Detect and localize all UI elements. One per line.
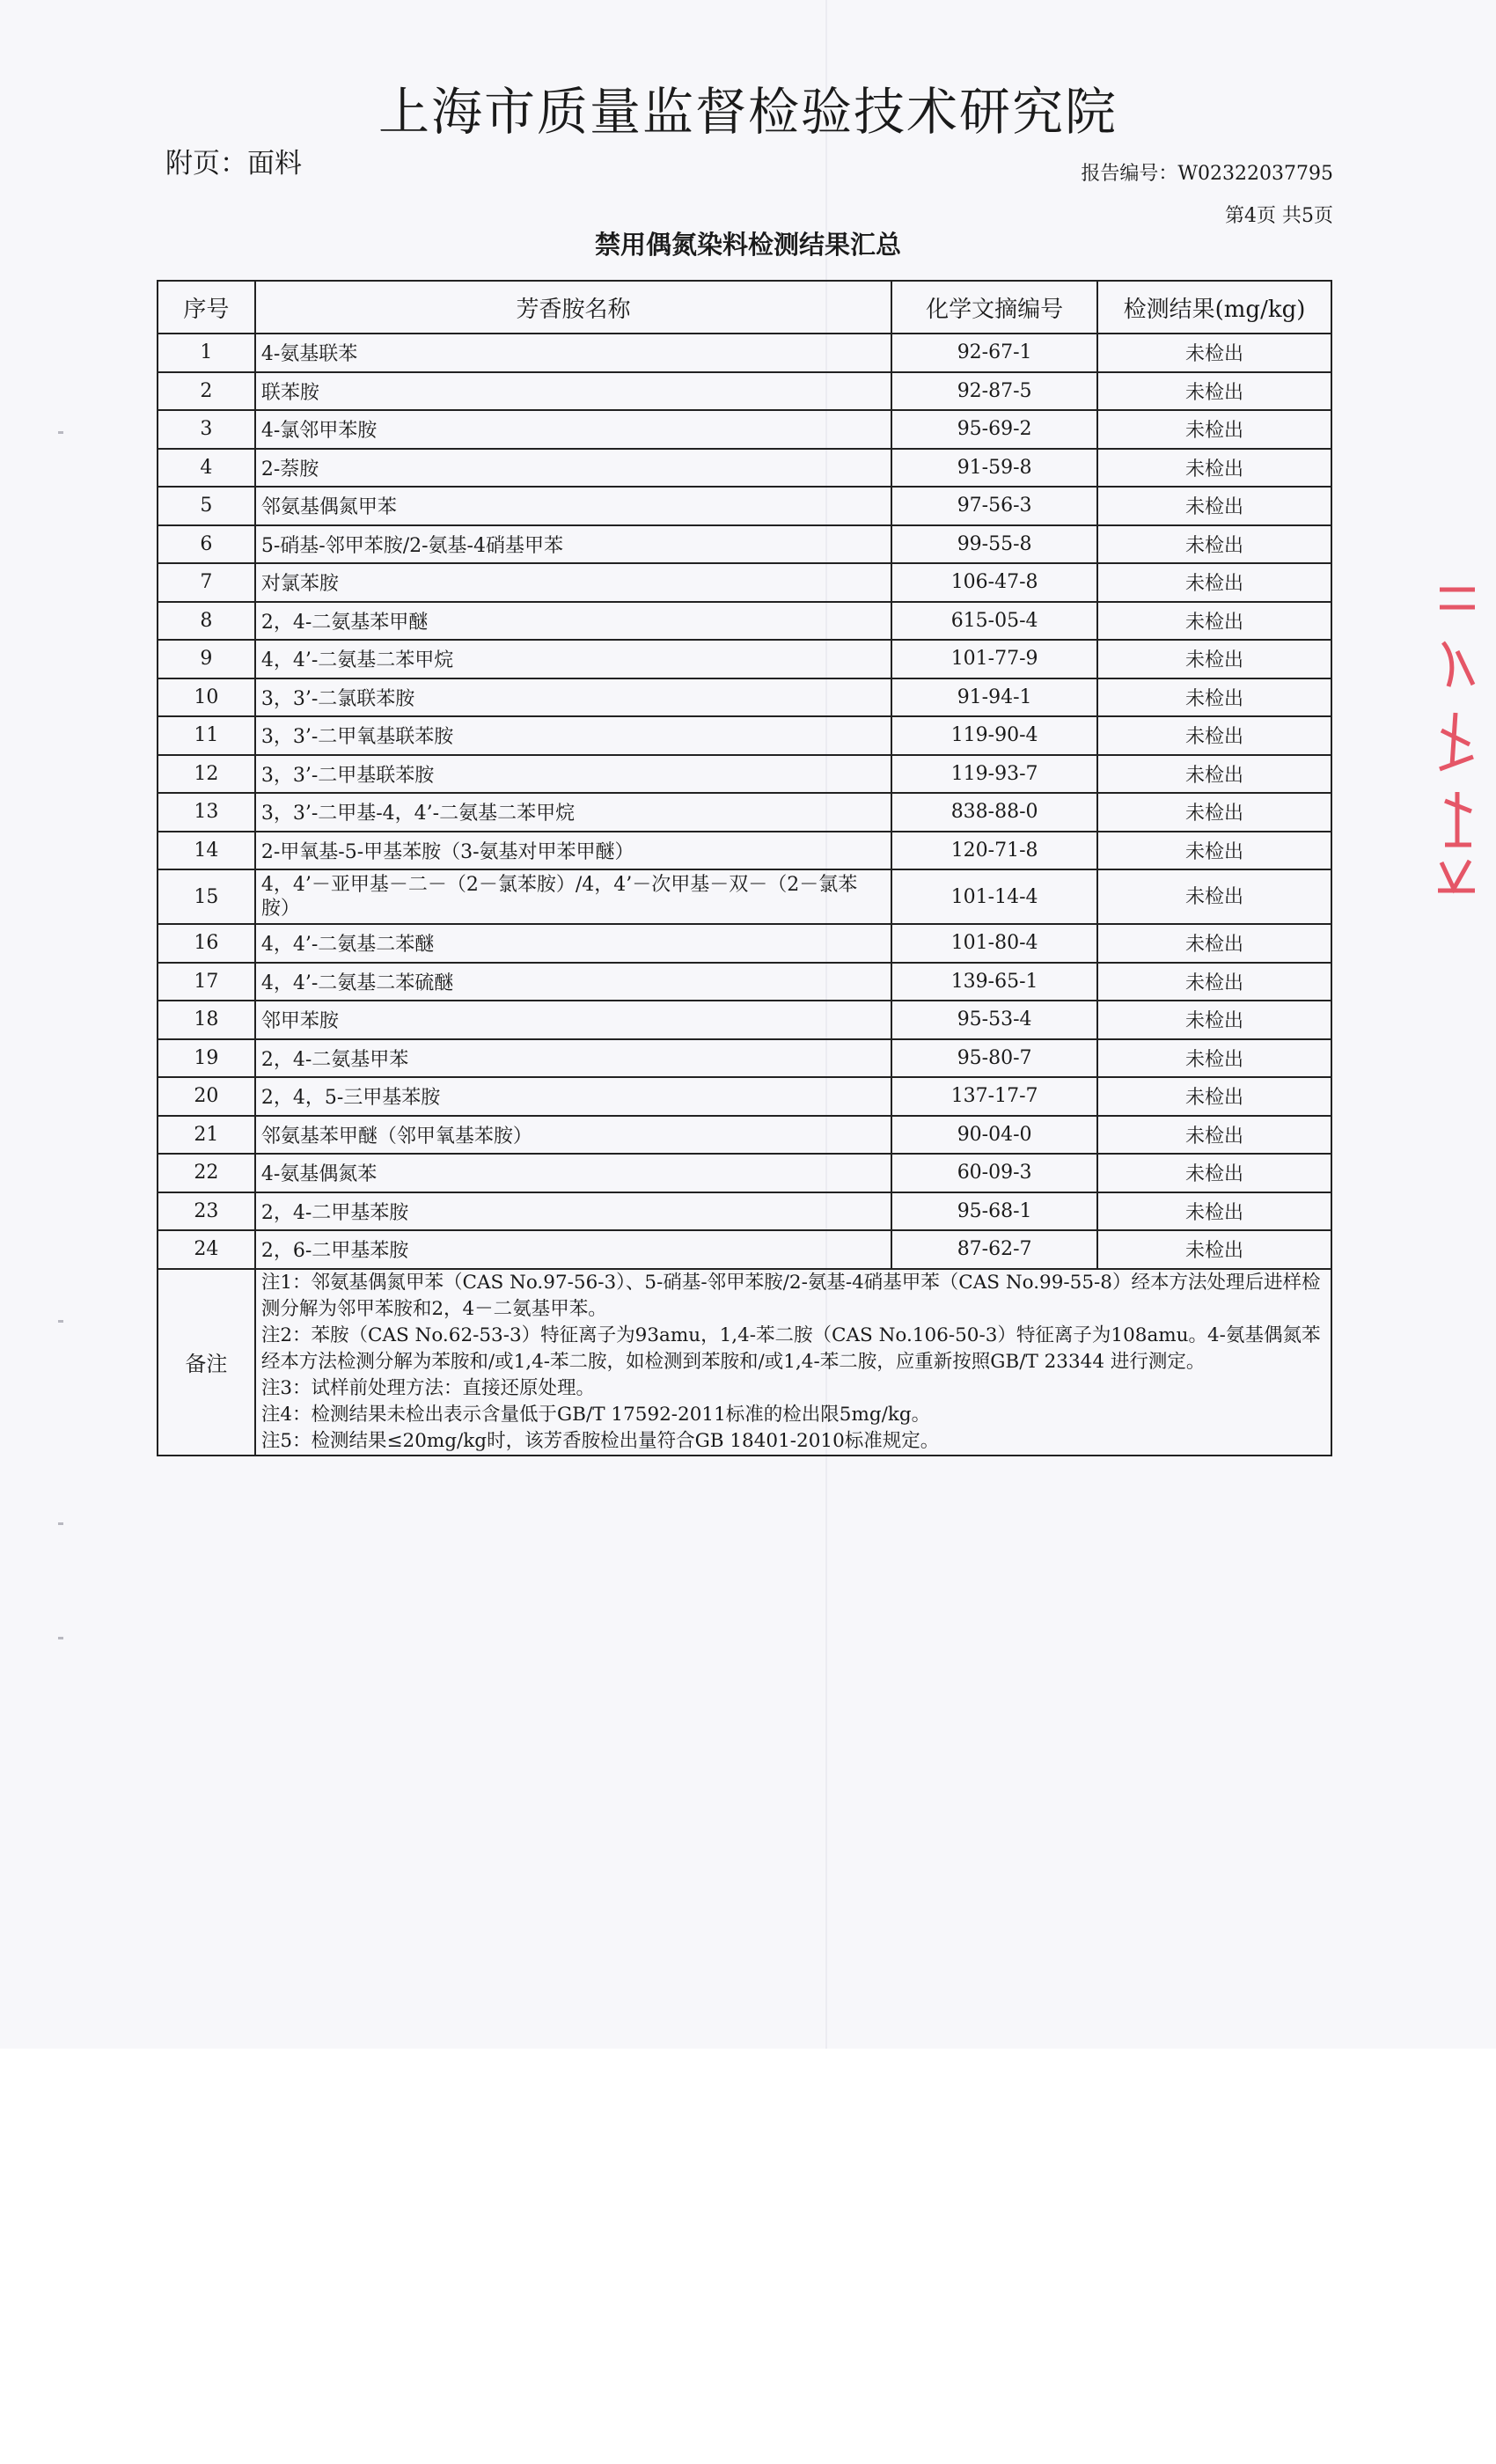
table-row [158,372,1331,411]
row-result: 未检出 [1097,640,1331,678]
notes-label: 备注 [158,1269,255,1456]
table-row [158,869,1331,924]
row-no: 15 [158,869,255,924]
row-name: 2，4-二氨基甲苯 [255,1039,891,1078]
row-cas: 97-56-3 [891,487,1097,525]
institute-title: 上海市质量监督检验技术研究院 [378,82,1118,142]
table-row [158,334,1331,372]
row-no: 6 [158,525,255,564]
row-no: 1 [158,334,255,372]
row-cas: 92-67-1 [891,334,1097,372]
table-row [158,1154,1331,1192]
table-row [158,1077,1331,1116]
note-4: 注4：检测结果未检出表示含量低于GB/T 17592-2011标准的检出限5mg/kg。 [260,1403,931,1426]
row-no: 4 [158,449,255,488]
notes-row [158,1269,1331,1456]
row-no: 13 [158,793,255,832]
row-no: 8 [158,602,255,641]
note-2: 注2：苯胺（CAS No.62-53-3）特征离子为93amu，1,4-苯二胺（CAS No.106-50-3）特征离子为108amu。4-氨基偶氮苯经本方法检测分解为苯胺和/或1,4-苯二胺，如检测到苯胺和/或1,4-苯二胺，应重新按照GB/T 23344 进行测定。 [260,1324,1321,1373]
row-cas: 87-62-7 [891,1230,1097,1269]
row-result: 未检出 [1097,1039,1331,1078]
row-result: 未检出 [1097,525,1331,564]
row-result: 未检出 [1097,1116,1331,1155]
table-row [158,793,1331,832]
row-no: 22 [158,1154,255,1192]
row-cas: 91-59-8 [891,449,1097,488]
header-result: 检测结果(mg/kg) [1097,281,1331,334]
row-name: 3，3’-二甲基联苯胺 [255,755,891,794]
row-no: 12 [158,755,255,794]
table-row [158,755,1331,794]
header-amine-name: 芳香胺名称 [255,281,891,334]
row-cas: 101-77-9 [891,640,1097,678]
row-result: 未检出 [1097,602,1331,641]
row-cas: 101-14-4 [891,869,1097,924]
row-result: 未检出 [1097,449,1331,488]
row-cas: 120-71-8 [891,832,1097,870]
table-body [158,334,1331,1456]
row-name: 2-萘胺 [255,449,891,488]
table-row [158,924,1331,963]
row-result: 未检出 [1097,869,1331,924]
row-name: 4-氯邻甲苯胺 [255,410,891,449]
row-result: 未检出 [1097,678,1331,717]
row-result: 未检出 [1097,793,1331,832]
row-result: 未检出 [1097,924,1331,963]
table-header-row [158,281,1331,334]
row-result: 未检出 [1097,755,1331,794]
row-name: 邻氨基偶氮甲苯 [255,487,891,525]
row-no: 9 [158,640,255,678]
row-name: 3，3’-二甲基-4，4’-二氨基二苯甲烷 [255,793,891,832]
appendix-label: 附页：面料 [165,148,302,180]
row-name: 2，4-二甲基苯胺 [255,1192,891,1231]
row-no: 23 [158,1192,255,1231]
table-row [158,678,1331,717]
row-name: 4-氨基联苯 [255,334,891,372]
report-number: 报告编号：W02322037795 [1081,163,1333,185]
binder-hole-mark [58,1522,63,1525]
row-result: 未检出 [1097,1077,1331,1116]
table-row [158,1039,1331,1078]
table-row [158,963,1331,1001]
row-result: 未检出 [1097,563,1331,602]
row-name: 4-氨基偶氮苯 [255,1154,891,1192]
table-row [158,832,1331,870]
binder-hole-mark [58,431,63,434]
table-row [158,525,1331,564]
row-name: 对氯苯胺 [255,563,891,602]
row-name: 2，4，5-三甲基苯胺 [255,1077,891,1116]
row-name: 邻氨基苯甲醚（邻甲氧基苯胺） [255,1116,891,1155]
row-name: 4，4’-二氨基二苯醚 [255,924,891,963]
table-row [158,716,1331,755]
binder-hole-mark [58,1320,63,1323]
row-no: 10 [158,678,255,717]
row-no: 3 [158,410,255,449]
row-no: 17 [158,963,255,1001]
header-no: 序号 [158,281,255,334]
table-row [158,1230,1331,1269]
row-cas: 95-53-4 [891,1001,1097,1039]
row-result: 未检出 [1097,963,1331,1001]
row-name: 4，4’-二氨基二苯甲烷 [255,640,891,678]
header-cas: 化学文摘编号 [891,281,1097,334]
row-result: 未检出 [1097,1001,1331,1039]
row-cas: 101-80-4 [891,924,1097,963]
table-row [158,1001,1331,1039]
notes-cell [255,1269,1331,1456]
row-result: 未检出 [1097,487,1331,525]
table-row [158,640,1331,678]
row-name: 2，6-二甲基苯胺 [255,1230,891,1269]
row-name: 4，4’－亚甲基－二－（2－氯苯胺）/4，4’－次甲基－双－（2－氯苯胺） [255,869,891,924]
row-cas: 119-93-7 [891,755,1097,794]
row-result: 未检出 [1097,716,1331,755]
table-row [158,487,1331,525]
row-cas: 95-68-1 [891,1192,1097,1231]
row-cas: 92-87-5 [891,372,1097,411]
row-cas: 91-94-1 [891,678,1097,717]
row-no: 16 [158,924,255,963]
row-no: 7 [158,563,255,602]
row-no: 19 [158,1039,255,1078]
row-result: 未检出 [1097,832,1331,870]
row-cas: 119-90-4 [891,716,1097,755]
row-no: 5 [158,487,255,525]
row-cas: 60-09-3 [891,1154,1097,1192]
row-cas: 838-88-0 [891,793,1097,832]
note-3: 注3：试样前处理方法：直接还原处理。 [260,1376,596,1399]
table-row [158,449,1331,488]
row-cas: 90-04-0 [891,1116,1097,1155]
table-title: 禁用偶氮染料检测结果汇总 [594,230,901,260]
row-no: 2 [158,372,255,411]
row-cas: 139-65-1 [891,963,1097,1001]
row-no: 18 [158,1001,255,1039]
table-row [158,410,1331,449]
row-cas: 95-69-2 [891,410,1097,449]
row-no: 21 [158,1116,255,1155]
table-row [158,563,1331,602]
row-name: 2-甲氧基-5-甲基苯胺（3-氨基对甲苯甲醚） [255,832,891,870]
row-no: 11 [158,716,255,755]
row-name: 5-硝基-邻甲苯胺/2-氨基-4硝基甲苯 [255,525,891,564]
row-result: 未检出 [1097,410,1331,449]
row-result: 未检出 [1097,1230,1331,1269]
table-row [158,1116,1331,1155]
page-number: 第4页 共5页 [1225,205,1333,227]
row-cas: 615-05-4 [891,602,1097,641]
binder-hole-mark [58,1637,63,1639]
row-result: 未检出 [1097,334,1331,372]
azo-dye-results-table [157,280,1332,1456]
table-row [158,1192,1331,1231]
table-row [158,602,1331,641]
row-no: 20 [158,1077,255,1116]
row-name: 联苯胺 [255,372,891,411]
row-result: 未检出 [1097,372,1331,411]
row-name: 3，3’-二氯联苯胺 [255,678,891,717]
row-cas: 137-17-7 [891,1077,1097,1116]
row-cas: 106-47-8 [891,563,1097,602]
row-cas: 99-55-8 [891,525,1097,564]
row-cas: 95-80-7 [891,1039,1097,1078]
row-name: 3，3’-二甲氧基联苯胺 [255,716,891,755]
note-5: 注5：检测结果≤20mg/kg时，该芳香胺检出量符合GB 18401-2010标准规定。 [260,1429,940,1452]
row-no: 14 [158,832,255,870]
red-seal-stamp-icon [1431,581,1478,898]
row-name: 邻甲苯胺 [255,1001,891,1039]
row-result: 未检出 [1097,1192,1331,1231]
row-result: 未检出 [1097,1154,1331,1192]
row-name: 2，4-二氨基苯甲醚 [255,602,891,641]
row-no: 24 [158,1230,255,1269]
row-name: 4，4’-二氨基二苯硫醚 [255,963,891,1001]
note-1: 注1：邻氨基偶氮甲苯（CAS No.97-56-3）、5-硝基-邻甲苯胺/2-氨基-4硝基甲苯（CAS No.99-55-8）经本方法处理后进样检测分解为邻甲苯胺和2，4－二氨基甲苯。 [260,1271,1321,1320]
